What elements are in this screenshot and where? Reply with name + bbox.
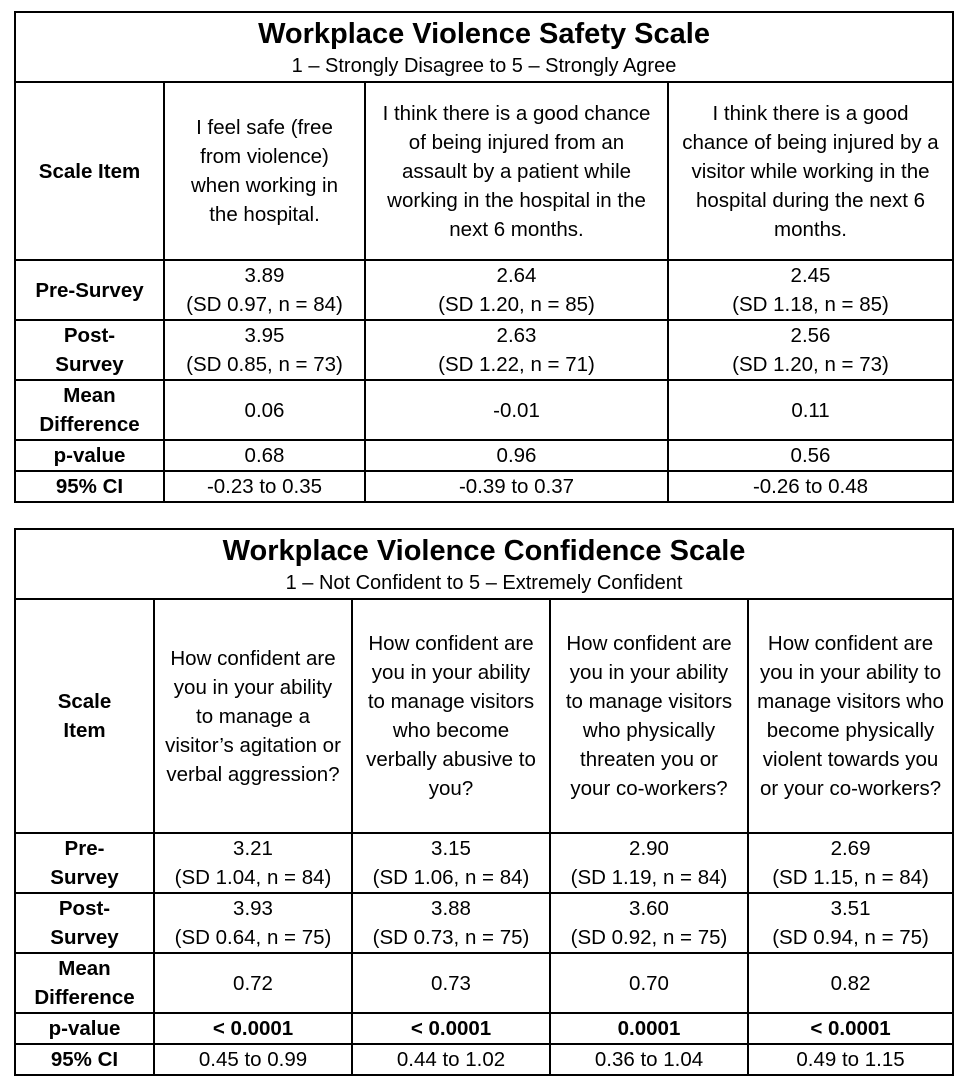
- confidence-title: Workplace Violence Confidence Scale: [222, 535, 746, 567]
- confidence-scale-item-header: Scale Item: [15, 599, 154, 833]
- confidence-row-label-mean-diff: Mean Difference: [15, 953, 154, 1013]
- confidence-pre-cell-3: 2.90 (SD 1.19, n = 84): [550, 833, 748, 893]
- confidence-post-cell-2: 3.88 (SD 0.73, n = 75): [352, 893, 550, 953]
- safety-row-label-pre: Pre-Survey: [15, 260, 164, 320]
- confidence-mean-diff-cell-3: 0.70: [550, 953, 748, 1013]
- confidence-p-value-cell-1: < 0.0001: [154, 1013, 352, 1044]
- safety-post-cell-1: 3.95 (SD 0.85, n = 73): [164, 320, 365, 380]
- safety-row-label-mean-diff: Mean Difference: [15, 380, 164, 440]
- confidence-ci-cell-4: 0.49 to 1.15: [748, 1044, 953, 1075]
- confidence-p-value-cell-4: < 0.0001: [748, 1013, 953, 1044]
- safety-ci-cell-2: -0.39 to 0.37: [365, 471, 668, 502]
- confidence-title-cell: [15, 529, 953, 599]
- confidence-row-label-post: Post-Survey: [15, 893, 154, 953]
- confidence-pre-cell-1: 3.21 (SD 1.04, n = 84): [154, 833, 352, 893]
- safety-ci-cell-1: -0.23 to 0.35: [164, 471, 365, 502]
- confidence-post-cell-4: 3.51 (SD 0.94, n = 75): [748, 893, 953, 953]
- confidence-ci-cell-3: 0.36 to 1.04: [550, 1044, 748, 1075]
- confidence-ci-cell-2: 0.44 to 1.02: [352, 1044, 550, 1075]
- safety-ci-cell-3: -0.26 to 0.48: [668, 471, 953, 502]
- confidence-pre-cell-4: 2.69 (SD 1.15, n = 84): [748, 833, 953, 893]
- safety-pre-cell-3: 2.45 (SD 1.18, n = 85): [668, 260, 953, 320]
- safety-item-1: I feel safe (free from violence) when working in the hospital.: [164, 82, 365, 260]
- safety-row-label-post: Post-Survey: [15, 320, 164, 380]
- safety-p-value-cell-3: 0.56: [668, 440, 953, 471]
- safety-mean-diff-cell-1: 0.06: [164, 380, 365, 440]
- confidence-post-cell-3: 3.60 (SD 0.92, n = 75): [550, 893, 748, 953]
- safety-item-3: I think there is a good chance of being injured by a visitor while working in the hospital during the next 6 months.: [668, 82, 953, 260]
- confidence-post-cell-1: 3.93 (SD 0.64, n = 75): [154, 893, 352, 953]
- safety-pre-cell-2: 2.64 (SD 1.20, n = 85): [365, 260, 668, 320]
- safety-post-cell-2: 2.63 (SD 1.22, n = 71): [365, 320, 668, 380]
- safety-title: Workplace Violence Safety Scale: [258, 18, 710, 50]
- confidence-item-4: How confident are you in your ability to manage visitors who become physically violent towards you or your co-workers?: [748, 599, 953, 833]
- confidence-mean-diff-cell-4: 0.82: [748, 953, 953, 1013]
- safety-post-cell-3: 2.56 (SD 1.20, n = 73): [668, 320, 953, 380]
- confidence-item-2: How confident are you in your ability to manage visitors who become verbally abusive to you?: [352, 599, 550, 833]
- confidence-mean-diff-cell-1: 0.72: [154, 953, 352, 1013]
- safety-p-value-cell-1: 0.68: [164, 440, 365, 471]
- safety-item-2: I think there is a good chance of being injured from an assault by a patient while working in the hospital in the next 6 months.: [365, 82, 668, 260]
- safety-title-cell: [15, 12, 953, 82]
- confidence-row-label-p-value: p-value: [15, 1013, 154, 1044]
- safety-mean-diff-cell-3: 0.11: [668, 380, 953, 440]
- safety-row-label-p-value: p-value: [15, 440, 164, 471]
- confidence-scale-table: [14, 528, 954, 1076]
- confidence-row-label-pre: Pre-Survey: [15, 833, 154, 893]
- safety-scale-item-header: Scale Item: [15, 82, 164, 260]
- safety-scale-table: [14, 11, 954, 503]
- confidence-mean-diff-cell-2: 0.73: [352, 953, 550, 1013]
- confidence-ci-cell-1: 0.45 to 0.99: [154, 1044, 352, 1075]
- safety-pre-cell-1: 3.89 (SD 0.97, n = 84): [164, 260, 365, 320]
- confidence-item-3: How confident are you in your ability to manage visitors who physically threaten you or your co-workers?: [550, 599, 748, 833]
- confidence-item-1: How confident are you in your ability to manage a visitor’s agitation or verbal aggression?: [154, 599, 352, 833]
- confidence-pre-cell-2: 3.15 (SD 1.06, n = 84): [352, 833, 550, 893]
- safety-row-label-ci: 95% CI: [15, 471, 164, 502]
- confidence-row-label-ci: 95% CI: [15, 1044, 154, 1075]
- safety-mean-diff-cell-2: -0.01: [365, 380, 668, 440]
- safety-p-value-cell-2: 0.96: [365, 440, 668, 471]
- confidence-p-value-cell-3: 0.0001: [550, 1013, 748, 1044]
- confidence-subtitle: 1 – Not Confident to 5 – Extremely Confident: [285, 572, 683, 594]
- confidence-p-value-cell-2: < 0.0001: [352, 1013, 550, 1044]
- safety-subtitle: 1 – Strongly Disagree to 5 – Strongly Agree: [291, 55, 677, 77]
